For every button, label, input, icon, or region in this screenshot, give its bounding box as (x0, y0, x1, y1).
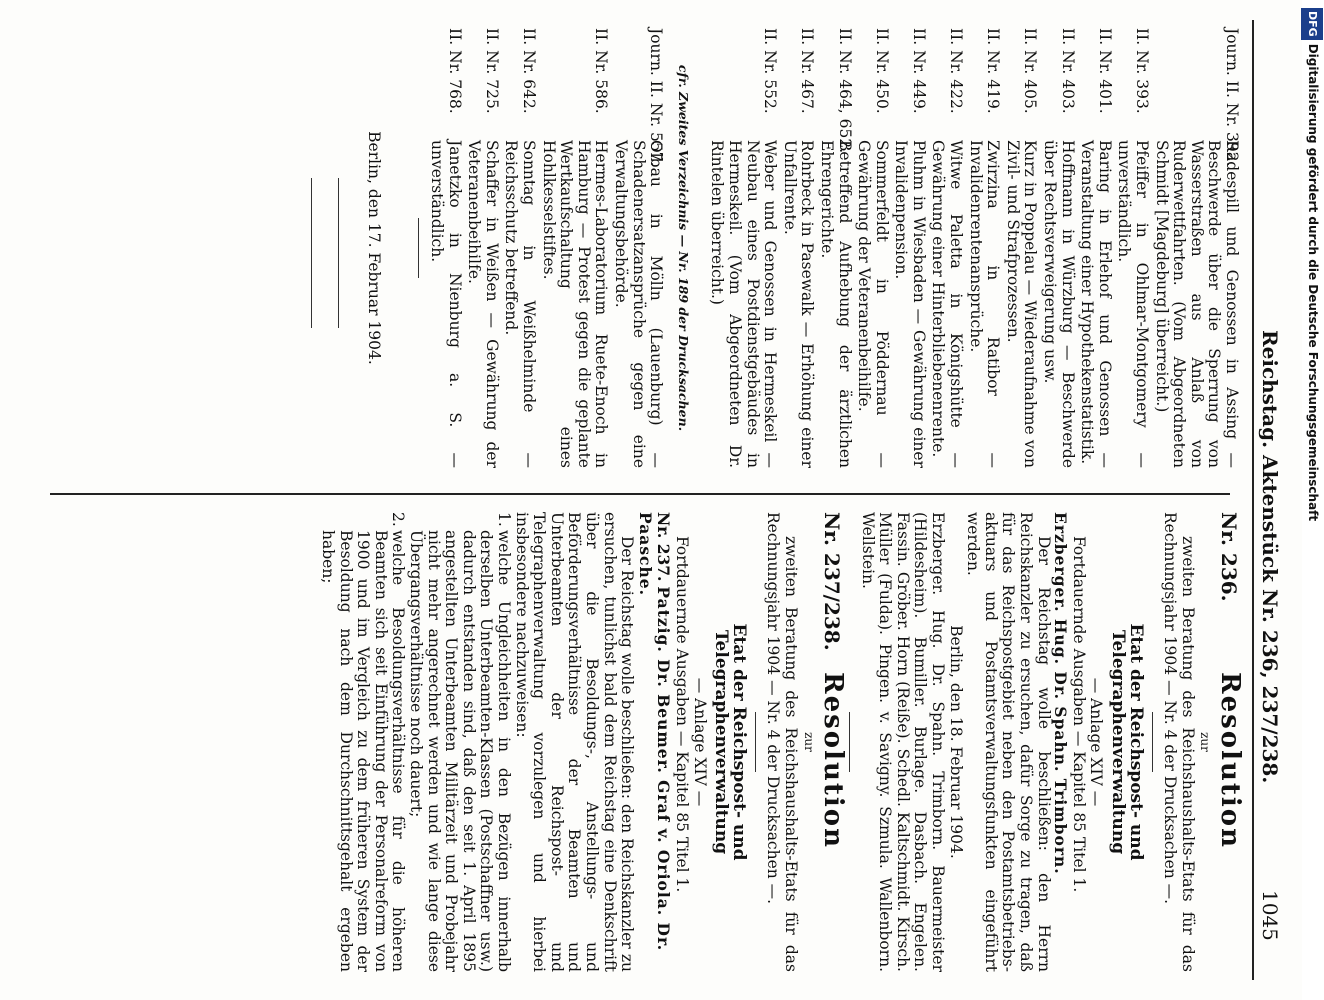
page-number: 1045 (1258, 890, 1282, 941)
sub-resolution-header (635, 512, 672, 972)
petition-entry: II. Nr. 405. Kurz in Poppelau — Wiederaufnahme von Zivil- und Strafprozessen. (1003, 28, 1040, 468)
resolution-body: Der Reichstag wolle beschließen: den Reichskanzler zu ersuchen, tunlichst bald dem Reichstag eine Denkschrift über die Besoldungs-, Anstellungs- und Beförderungsverhältnisse der Beamten und Unterbeamten der Reichspost- und Telegraphenverwaltung vorzulegen und hierbei insbesondere nachzuweisen: (512, 512, 637, 972)
document-number: Nr. 237/238. (820, 512, 845, 651)
section-title: Etat der Reichspost- und Telegraphenverwaltung (1108, 623, 1146, 861)
left-column (311, 28, 1240, 468)
petition-entry: II. Nr. 642. Sonntag in Weißhelminde — Reichsschutz betreffend. (502, 28, 539, 468)
petition-entry: Journ. II. Nr. 392. Radespill und Genossen in Assing — Beschwerde über die Sperrung von Wasserstraßen aus Anlaß von Ruderwettfahrten. (Vom Abgeordneten Schmidt [Magdeburg] überreicht.) (1152, 28, 1241, 468)
anlage-label: — Anlage XIV — (1087, 677, 1106, 807)
sub-number: Nr. 237. (654, 512, 674, 582)
petition-entry: II. Nr. 403. Hoffmann in Würzburg — Beschwerde über Rechtsverweigerung usw. (1041, 28, 1077, 468)
petition-entry: II. Nr. 422. Witwe Paletta in Königshütte — Gewährung einer Hinterbliebenenrente. (929, 28, 966, 468)
header-rule (1252, 20, 1254, 980)
petition-entry: II. Nr. 419. Zwirzina in Ratibor — Invalidenrentenansprüche. (966, 28, 1003, 468)
divider (1152, 712, 1153, 772)
column-divider (50, 493, 1230, 495)
petition-entry: Journ. II. Nr. 557. Olbau in Mölln (Lauenburg) — Schadenersatzansprüche gegen eine Verwaltungsbehörde. (612, 28, 666, 468)
petition-entry: II. Nr. 464, 652. Betreffend Aufhebung der ärztlichen Ehrengerichte. (817, 28, 854, 468)
petition-entry: II. Nr. 768. Janetzko in Nienburg a. S. — unverständlich. (428, 28, 464, 468)
resolution-intro: zweiten Beratung des Reichshaushalts-Etats für das Rechnungsjahr 1904 — Nr. 4 der Drucksachen —. (764, 512, 800, 972)
petition-entry: II. Nr. 586. Hermes-Laboratorium Ruete-Enoch in Hamburg — Protest gegen die geplante Wertkaufschaltung eines Hohlkesselstiftes. (539, 28, 611, 468)
resolution-date: Berlin, den 18. Februar 1904. (946, 625, 965, 859)
kapitel-label: Fortdauernde Ausgaben — Kapitel 85 Titel 1. (1069, 536, 1088, 893)
resolution-heading: Resolution (818, 672, 849, 850)
signature-lines (311, 28, 339, 468)
resolution-236-title (1215, 512, 1245, 972)
page-header (1252, 20, 1282, 980)
movers: Erzberger. Hug. Dr. Spahn. Trimborn. (1051, 512, 1071, 875)
petition-entry: II. Nr. 725. Schaffer in Weißen — Gewährung der Veteranenbeihilfe. (465, 28, 501, 468)
list-item: 1. welche Ungleichheiten in den Bezügen innerhalb derselben Unterbeamten-Klassen (Postschaffner usw.) dadurch entstanden sind, daß den seit 1. April 1895 angestellten Unterbeamten Militärzeit und Probejahr nicht mehr angerechnet werden und wie lange diese Übergangsverhältnisse noch dauert; (407, 512, 514, 972)
signature-date: Berlin, den 17. Februar 1904. (365, 131, 384, 365)
divider (418, 218, 419, 278)
dfg-credit-text: Digitalisierung gefördert durch die Deutsche Forschungsgemeinschaft (1306, 43, 1320, 522)
zur-label: zur (801, 732, 816, 752)
petition-entry: II. Nr. 467. Rohrbeck in Pasewalk — Erhöhung einer Unfallrente. (780, 28, 817, 468)
petition-entry: II. Nr. 450. Sommerfeldt in Pöddernau — Gewährung der Veteranenbeihilfe. (855, 28, 891, 468)
petition-entry: II. Nr. 401. Baring in Erlehof und Genossen — Veranstaltung einer Hypothekenstatistik. (1078, 28, 1114, 468)
list-item: 2. welche Besoldungsverhältnisse für die höheren Beamten sich seit Einführung der Personalreform von 1900 und im Vergleich zu dem früheren System der Besoldung nach dem Durchschnittsgehalt ergeben haben; (319, 512, 408, 972)
anlage-label: — Anlage XIV — (690, 677, 709, 807)
zur-label: zur (1198, 732, 1213, 752)
dfg-logo: DFG (1301, 8, 1323, 40)
list-heading: cfr. Zweites Verzeichnis — Nr. 189 der Drucksachen. (675, 64, 691, 432)
petition-entry: II. Nr. 393. Pfeiffer in Ohlmar-Montgomery — unverständlich. (1115, 28, 1152, 468)
dfg-credit (1302, 8, 1324, 988)
header-title: Reichstag. Aktenstück Nr. 236, 237/238. (1258, 330, 1282, 784)
divider (755, 712, 756, 772)
petition-entry: II. Nr. 552. Weber und Genossen in Hermeskeil — Neubau eines Postdienstgebäudes in Hermeskeil. (Vom Abgeordneten Dr. Rintelen überreicht.) (708, 28, 780, 468)
movers: Patzig. Dr. Beumer. Graf v. Oriola. Dr. Paasche. (635, 512, 674, 952)
divider (849, 712, 850, 772)
signers-list: Erzberger. Hug. Dr. Spahn. Trimborn. Bauermeister (Hildesheim). Bumiller. Burlage. Dasbach. Engelen. Fassin. Gröber. Horn (Reiße). Schedl. Kaltschmidt. Kirsch. Müller (Fulda). Pingen. v. Savigny. Szmula. Wallenborn. Wellstein. (858, 512, 948, 972)
resolution-body: Der Reichstag wolle beschließen: den Herrn Reichskanzler zu ersuchen, dafür Sorge zu tragen, daß für das Reichspostgebiet neben den Postamtsbetriebs-aktuars und Postamtsverwaltungsfunkten eingeführt werden. (964, 512, 1053, 972)
document-number: Nr. 236. (1217, 512, 1241, 602)
right-column (319, 512, 1245, 972)
resolution-heading: Resolution (1215, 672, 1245, 850)
petition-entry: II. Nr. 449. Pluhm in Wiesbaden — Gewährung einer Invalidenpension. (892, 28, 928, 468)
resolution-intro: zweiten Beratung des Reichshaushalts-Etats für das Rechnungsjahr 1904 — Nr. 4 der Drucksachen —. (1161, 512, 1197, 972)
resolution-237-title (818, 512, 849, 972)
section-title: Etat der Reichspost- und Telegraphenverwaltung (711, 623, 749, 861)
kapitel-label: Fortdauernde Ausgaben — Kapitel 85 Titel 1. (672, 536, 691, 893)
